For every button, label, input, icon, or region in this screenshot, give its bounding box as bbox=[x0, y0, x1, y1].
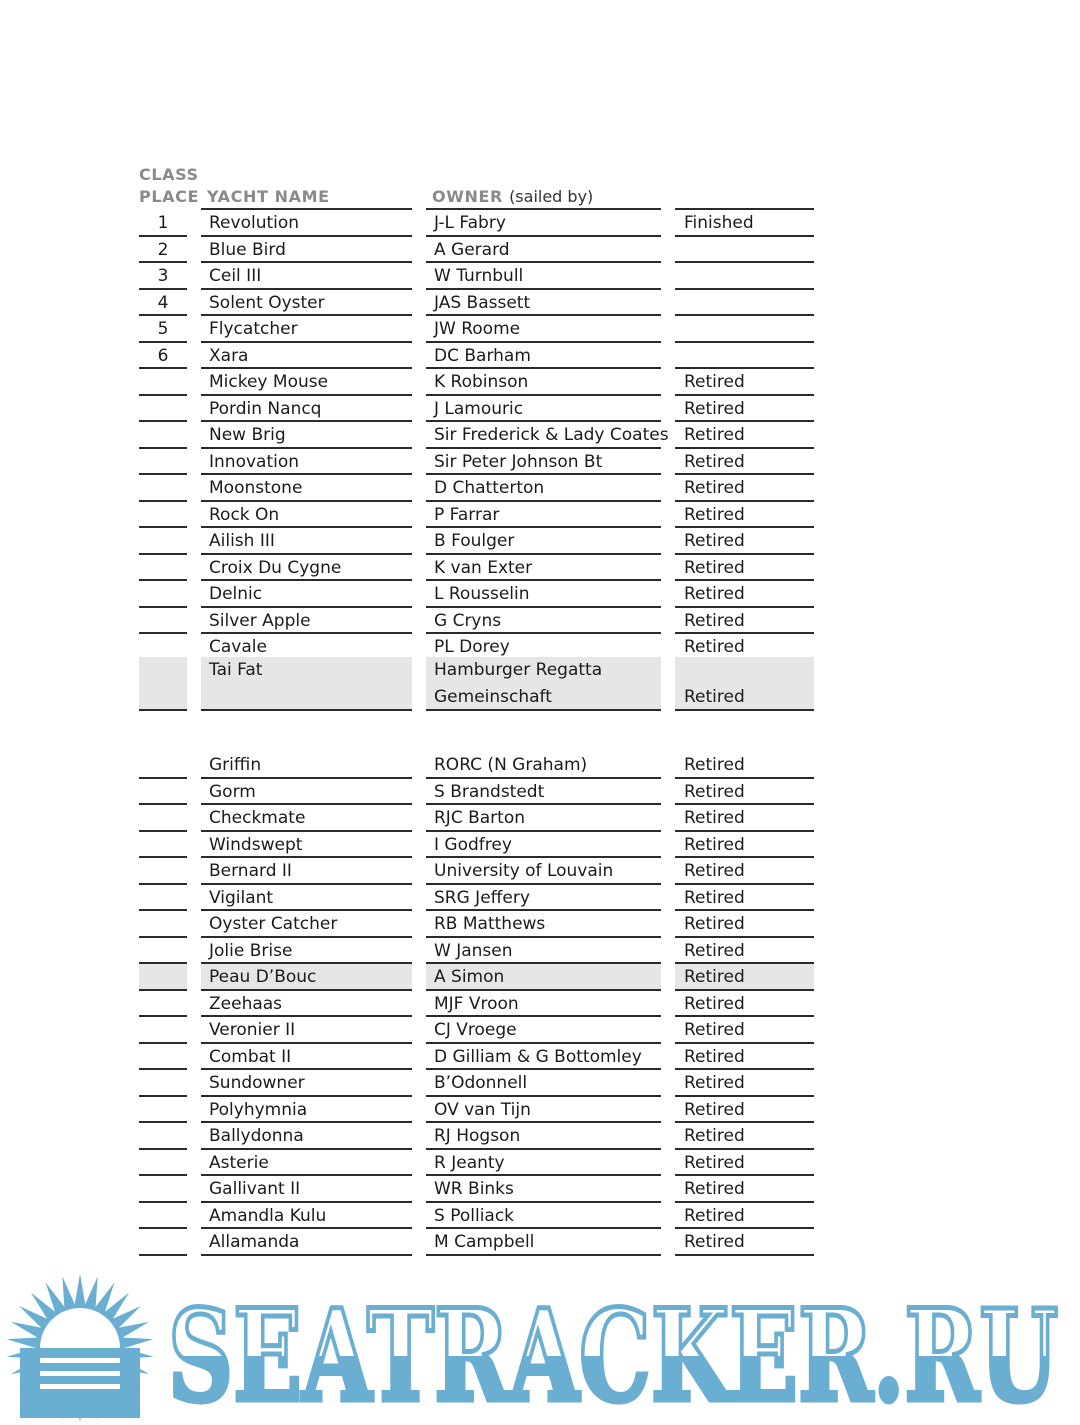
owner-line-2: Gemeinschaft bbox=[434, 686, 552, 707]
status-cell: Retired bbox=[675, 555, 814, 582]
place-cell bbox=[139, 475, 187, 502]
status-cell: Retired bbox=[675, 858, 814, 885]
status-cell: Retired bbox=[675, 475, 814, 502]
place-cell bbox=[139, 1017, 187, 1044]
place-cell bbox=[139, 1176, 187, 1203]
yacht-cell: Combat II bbox=[201, 1044, 412, 1071]
status-cell: Retired bbox=[675, 805, 814, 832]
yacht-cell: Silver Apple bbox=[201, 608, 412, 635]
owner-cell: CJ Vroege bbox=[426, 1017, 661, 1044]
owner-cell: J Lamouric bbox=[426, 396, 661, 423]
owner-cell: University of Louvain bbox=[426, 858, 661, 885]
yacht-cell: Vigilant bbox=[201, 885, 412, 912]
owner-cell: MJF Vroon bbox=[426, 991, 661, 1018]
status-cell: Retired bbox=[675, 369, 814, 396]
status-cell: Retired bbox=[675, 885, 814, 912]
yacht-cell: Tai Fat bbox=[201, 657, 412, 711]
status-cell: Retired bbox=[675, 608, 814, 635]
place-cell bbox=[139, 581, 187, 608]
place-cell bbox=[139, 858, 187, 885]
yacht-cell: Ballydonna bbox=[201, 1123, 412, 1150]
yacht-cell: Mickey Mouse bbox=[201, 369, 412, 396]
owner-cell: Sir Frederick & Lady Coates bbox=[426, 422, 661, 449]
yacht-cell: Polyhymnia bbox=[201, 1097, 412, 1124]
yacht-cell: Allamanda bbox=[201, 1229, 412, 1256]
yacht-cell: Jolie Brise bbox=[201, 938, 412, 965]
yacht-cell: Sundowner bbox=[201, 1070, 412, 1097]
status-text: Retired bbox=[684, 686, 745, 707]
owner-cell: M Campbell bbox=[426, 1229, 661, 1256]
owner-cell: RORC (N Graham) bbox=[426, 752, 661, 779]
yacht-cell: Amandla Kulu bbox=[201, 1203, 412, 1230]
owner-cell: K Robinson bbox=[426, 369, 661, 396]
place-cell bbox=[139, 964, 187, 991]
yacht-cell: Griffin bbox=[201, 752, 412, 779]
place-cell bbox=[139, 1097, 187, 1124]
watermark-text: SEATRACKER.RU bbox=[168, 1282, 1058, 1425]
yacht-cell: Innovation bbox=[201, 449, 412, 476]
place-cell bbox=[139, 1203, 187, 1230]
owner-cell: RJC Barton bbox=[426, 805, 661, 832]
owner-cell: JAS Bassett bbox=[426, 290, 661, 317]
place-cell bbox=[139, 938, 187, 965]
yacht-cell: New Brig bbox=[201, 422, 412, 449]
owner-cell: B’Odonnell bbox=[426, 1070, 661, 1097]
status-cell: Retired bbox=[675, 832, 814, 859]
status-cell: Retired bbox=[675, 1044, 814, 1071]
owner-cell: L Rousselin bbox=[426, 581, 661, 608]
status-cell bbox=[675, 237, 814, 264]
place-cell: 4 bbox=[139, 290, 187, 317]
status-cell: Retired bbox=[675, 528, 814, 555]
owner-cell: W Turnbull bbox=[426, 263, 661, 290]
owner-cell: OV van Tijn bbox=[426, 1097, 661, 1124]
place-cell bbox=[139, 1044, 187, 1071]
place-cell: 3 bbox=[139, 263, 187, 290]
yacht-cell: Solent Oyster bbox=[201, 290, 412, 317]
owner-cell: A Gerard bbox=[426, 237, 661, 264]
place-cell bbox=[139, 885, 187, 912]
place-cell bbox=[139, 805, 187, 832]
yacht-cell: Rock On bbox=[201, 502, 412, 529]
yacht-cell: Peau D’Bouc bbox=[201, 964, 412, 991]
status-cell: Retired bbox=[675, 964, 814, 991]
status-cell: Retired bbox=[675, 422, 814, 449]
seatracker-watermark bbox=[0, 1262, 1080, 1425]
place-cell bbox=[139, 422, 187, 449]
place-cell bbox=[139, 1070, 187, 1097]
status-cell: Retired bbox=[675, 396, 814, 423]
yacht-cell: Ailish III bbox=[201, 528, 412, 555]
header-class: CLASS bbox=[139, 165, 199, 184]
status-cell bbox=[675, 316, 814, 343]
owner-cell: S Polliack bbox=[426, 1203, 661, 1230]
yacht-cell: Asterie bbox=[201, 1150, 412, 1177]
owner-cell bbox=[426, 657, 661, 711]
status-cell: Retired bbox=[675, 911, 814, 938]
yacht-cell: Cavale bbox=[201, 634, 412, 661]
status-cell: Retired bbox=[675, 991, 814, 1018]
place-cell bbox=[139, 1229, 187, 1256]
yacht-cell: Zeehaas bbox=[201, 991, 412, 1018]
yacht-cell: Windswept bbox=[201, 832, 412, 859]
yacht-cell: Ceil III bbox=[201, 263, 412, 290]
place-cell bbox=[139, 528, 187, 555]
header-owner-suffix: (sailed by) bbox=[509, 187, 594, 206]
status-cell bbox=[675, 290, 814, 317]
header-place: PLACE bbox=[139, 187, 199, 206]
owner-cell: DC Barham bbox=[426, 343, 661, 370]
status-cell: Retired bbox=[675, 1097, 814, 1124]
place-cell bbox=[139, 369, 187, 396]
status-cell: Retired bbox=[675, 752, 814, 779]
yacht-cell: Flycatcher bbox=[201, 316, 412, 343]
place-cell bbox=[139, 396, 187, 423]
status-cell: Retired bbox=[675, 1070, 814, 1097]
owner-cell: Sir Peter Johnson Bt bbox=[426, 449, 661, 476]
yacht-cell: Delnic bbox=[201, 581, 412, 608]
place-cell bbox=[139, 832, 187, 859]
owner-cell: D Chatterton bbox=[426, 475, 661, 502]
owner-cell: WR Binks bbox=[426, 1176, 661, 1203]
place-cell: 5 bbox=[139, 316, 187, 343]
owner-cell: J-L Fabry bbox=[426, 210, 661, 237]
owner-cell: W Jansen bbox=[426, 938, 661, 965]
owner-cell: R Jeanty bbox=[426, 1150, 661, 1177]
yacht-cell: Gallivant II bbox=[201, 1176, 412, 1203]
owner-cell: RJ Hogson bbox=[426, 1123, 661, 1150]
owner-cell: SRG Jeffery bbox=[426, 885, 661, 912]
owner-cell: S Brandstedt bbox=[426, 779, 661, 806]
status-cell: Retired bbox=[675, 1123, 814, 1150]
status-cell: Retired bbox=[675, 1176, 814, 1203]
place-cell: 6 bbox=[139, 343, 187, 370]
owner-cell: RB Matthews bbox=[426, 911, 661, 938]
place-cell bbox=[139, 555, 187, 582]
owner-cell: JW Roome bbox=[426, 316, 661, 343]
yacht-cell: Moonstone bbox=[201, 475, 412, 502]
owner-cell: B Foulger bbox=[426, 528, 661, 555]
place-cell bbox=[139, 502, 187, 529]
owner-cell: PL Dorey bbox=[426, 634, 661, 661]
header-owner-label: OWNER bbox=[432, 187, 503, 206]
status-cell: Retired bbox=[675, 449, 814, 476]
place-cell bbox=[139, 911, 187, 938]
sun-burst-icon bbox=[7, 1274, 154, 1422]
status-cell: Retired bbox=[675, 779, 814, 806]
owner-cell: G Cryns bbox=[426, 608, 661, 635]
owner-line-1: Hamburger Regatta bbox=[434, 660, 603, 680]
place-cell bbox=[139, 1123, 187, 1150]
status-cell bbox=[675, 657, 814, 711]
header-yacht-name: YACHT NAME bbox=[207, 187, 330, 206]
place-cell bbox=[139, 752, 187, 779]
yacht-cell: Pordin Nancq bbox=[201, 396, 412, 423]
yacht-cell: Revolution bbox=[201, 210, 412, 237]
status-cell: Retired bbox=[675, 502, 814, 529]
status-cell: Retired bbox=[675, 581, 814, 608]
yacht-cell: Gorm bbox=[201, 779, 412, 806]
yacht-cell: Croix Du Cygne bbox=[201, 555, 412, 582]
status-cell: Finished bbox=[675, 210, 814, 237]
status-cell: Retired bbox=[675, 938, 814, 965]
place-cell bbox=[139, 1150, 187, 1177]
yacht-cell: Blue Bird bbox=[201, 237, 412, 264]
status-cell: Retired bbox=[675, 1150, 814, 1177]
owner-cell: A Simon bbox=[426, 964, 661, 991]
yacht-cell: Checkmate bbox=[201, 805, 412, 832]
place-cell bbox=[139, 449, 187, 476]
status-cell bbox=[675, 343, 814, 370]
yacht-cell: Veronier II bbox=[201, 1017, 412, 1044]
place-cell bbox=[139, 991, 187, 1018]
place-cell: 1 bbox=[139, 210, 187, 237]
place-cell bbox=[139, 779, 187, 806]
status-cell: Retired bbox=[675, 634, 814, 661]
yacht-cell: Xara bbox=[201, 343, 412, 370]
place-cell bbox=[139, 608, 187, 635]
status-cell bbox=[675, 263, 814, 290]
owner-cell: K van Exter bbox=[426, 555, 661, 582]
status-cell: Retired bbox=[675, 1229, 814, 1256]
status-cell: Retired bbox=[675, 1017, 814, 1044]
place-cell: 2 bbox=[139, 237, 187, 264]
owner-cell: P Farrar bbox=[426, 502, 661, 529]
place-cell bbox=[139, 657, 187, 711]
status-cell: Retired bbox=[675, 1203, 814, 1230]
yacht-cell: Bernard II bbox=[201, 858, 412, 885]
owner-cell: D Gilliam & G Bottomley bbox=[426, 1044, 661, 1071]
header-owner bbox=[432, 187, 593, 206]
yacht-cell: Oyster Catcher bbox=[201, 911, 412, 938]
owner-cell: I Godfrey bbox=[426, 832, 661, 859]
